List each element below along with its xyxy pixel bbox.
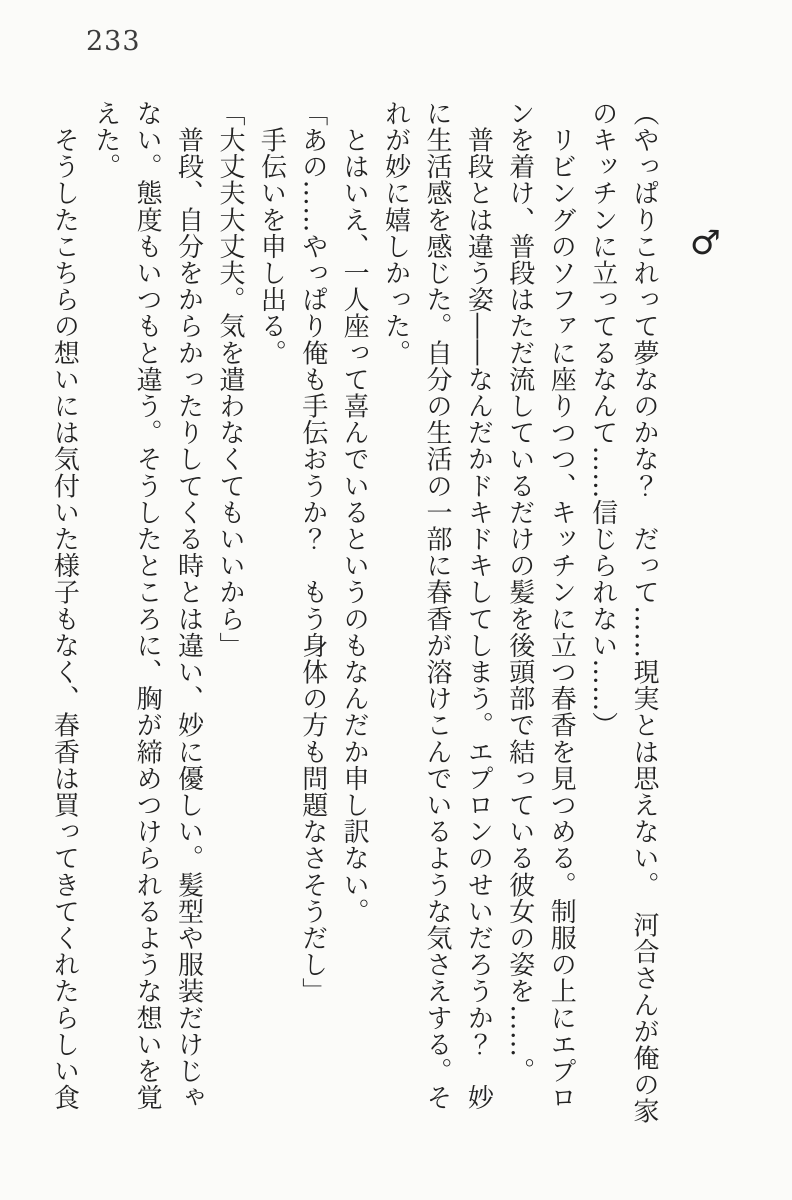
text-column: とはいえ、一人座って喜んでいるというのもなんだか申し訳ない。 — [339, 100, 370, 925]
text-column: ンを着け、普段はただ流しているだけの髪を後頭部で結っている彼女の姿を……。 — [504, 100, 535, 1085]
text-column: リビングのソファに座りつつ、キッチンに立つ春香を見つめる。制服の上にエプロ — [546, 100, 577, 1111]
text-column: のキッチンに立ってるなんて……信じられない……） — [587, 100, 618, 739]
text-column: れが妙に嬉しかった。 — [380, 100, 411, 366]
mars-icon: ♂ — [689, 222, 722, 264]
text-column: 普段とは違う姿――なんだかドキドキしてしまう。エプロンのせいだろうか？ 妙 — [463, 100, 494, 1111]
text-column: そうしたこちらの想いには気付いた様子もなく、春香は買ってきてくれたらしい食 — [49, 100, 80, 1111]
page-number: 233 — [86, 26, 141, 57]
text-column: えた。 — [90, 100, 121, 180]
text-column: （やっぱりこれって夢なのかな？ だって……現実とは思えない。 河合さんが俺の家 — [629, 100, 659, 1125]
text-column: 「あの……やっぱり俺も手伝おうか？ もう身体の方も問題なさそうだし」 — [297, 100, 328, 1005]
text-column: 普段、自分をからかったりしてくる時とは違い、妙に優しい。髪型や服装だけじゃ — [173, 100, 204, 1111]
text-column: 手伝いを申し出る。 — [256, 100, 287, 366]
text-column: ない。態度もいつもと違う。そうしたところに、胸が締めつけられるような想いを覚 — [132, 100, 163, 1111]
text-column: に生活感を感じた。自分の生活の一部に春香が溶けこんでいるような気さえする。そ — [421, 100, 452, 1111]
text-columns — [43, 100, 664, 1162]
text-column: 「大丈夫大丈夫。気を遣わなくてもいいから」 — [214, 100, 245, 659]
